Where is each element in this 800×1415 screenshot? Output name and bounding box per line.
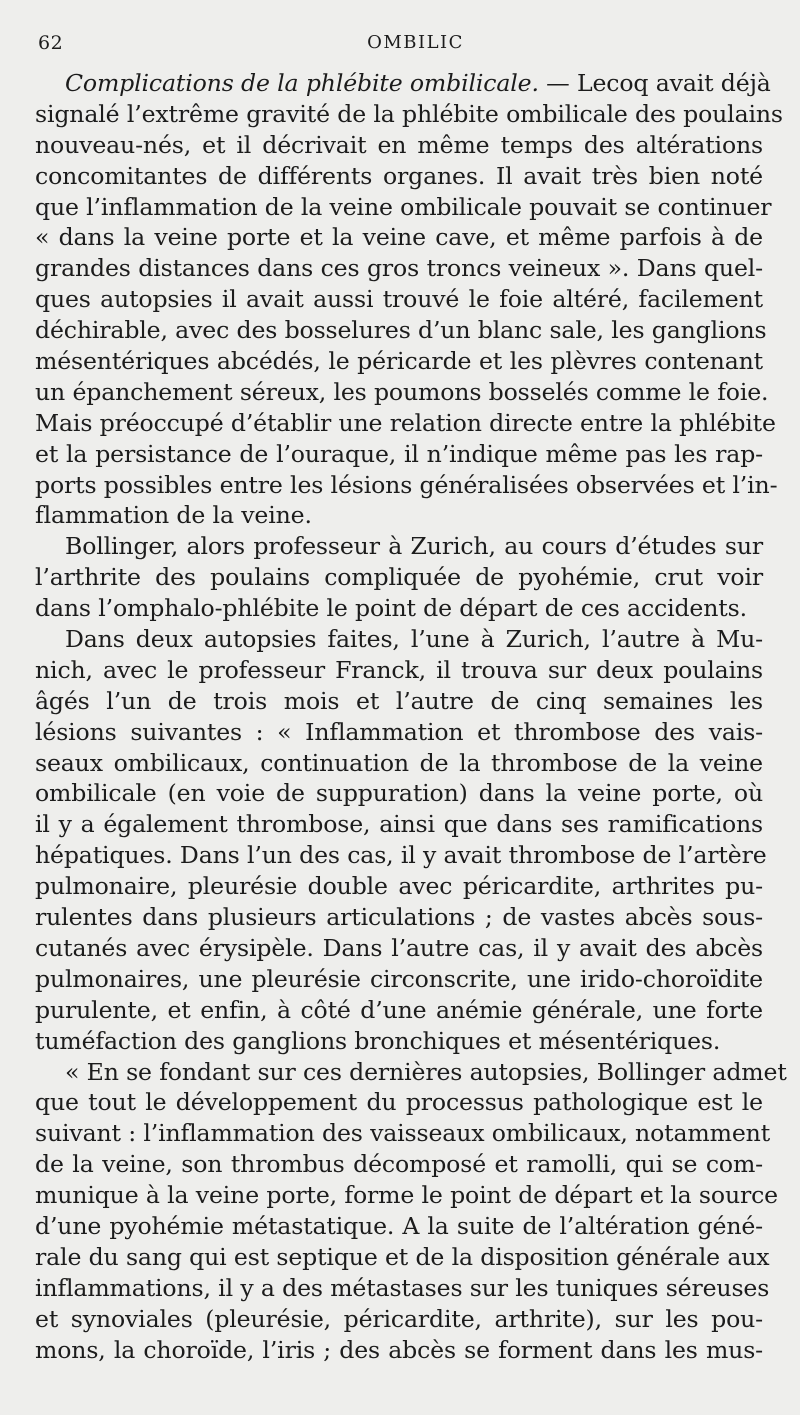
text-line: et la persistance de l’ouraque, il n’indique même pas les rap- <box>35 439 763 468</box>
text-line: ombilicale (en voie de suppuration) dans la veine porte, où <box>35 779 763 808</box>
text-line: déchirable, avec des bosselures d’un blanc sale, les ganglions <box>35 316 767 345</box>
text-line: que l’inflammation de la veine ombilicale pouvait se continuer <box>35 192 772 221</box>
text-line: munique à la veine porte, forme le point de départ et la source <box>35 1181 778 1210</box>
section-heading-continuation: — Lecoq avait déjà <box>538 69 771 97</box>
text-line: pulmonaire, pleurésie double avec péricardite, arthrites pu- <box>35 872 763 901</box>
page-number: 62 <box>38 32 64 54</box>
text-line: ports possibles entre les lésions généralisées observées et l’in- <box>35 470 778 499</box>
text-line: seaux ombilicaux, continuation de la thrombose de la veine <box>35 748 763 777</box>
text-line: Dans deux autopsies faites, l’une à Zurich, l’autre à Mu- <box>65 625 763 654</box>
text-line: purulente, et enfin, à côté d’une anémie générale, une forte <box>35 995 763 1024</box>
text-line: dans l’omphalo-phlébite le point de départ de ces accidents. <box>35 594 747 623</box>
text-line: inflammations, il y a des métastases sur les tuniques séreuses <box>35 1273 770 1302</box>
text-line: pulmonaires, une pleurésie circonscrite, une irido-choroïdite <box>35 964 763 993</box>
text-line: signalé l’extrême gravité de la phlébite ombilicale des poulains <box>35 99 783 128</box>
text-line: concomitantes de différents organes. Il avait très bien noté <box>35 161 763 190</box>
text-line: d’une pyohémie métastatique. A la suite de l’altération géné- <box>35 1211 763 1240</box>
text-line: et synoviales (pleurésie, péricardite, arthrite), sur les pou- <box>35 1304 763 1333</box>
text-line: Mais préoccupé d’établir une relation directe entre la phlébite <box>35 408 776 437</box>
text-line: âgés l’un de trois mois et l’autre de cinq semaines les <box>35 686 763 715</box>
text-line: nich, avec le professeur Franck, il trouva sur deux poulains <box>35 655 763 684</box>
text-line: mésentériques abcédés, le péricarde et les plèvres contenant <box>35 347 763 376</box>
text-line: Bollinger, alors professeur à Zurich, au cours d’études sur <box>65 532 763 561</box>
text-line: tuméfaction des ganglions bronchiques et mésentériques. <box>35 1026 721 1055</box>
text-line: suivant : l’inflammation des vaisseaux ombilicaux, notamment <box>35 1119 771 1148</box>
text-line: cutanés avec érysipèle. Dans l’autre cas, il y avait des abcès <box>35 933 763 962</box>
text-line: lésions suivantes : « Inflammation et thrombose des vais- <box>35 717 763 746</box>
text-line: flammation de la veine. <box>35 501 312 530</box>
text-line: il y a également thrombose, ainsi que dans ses ramifications <box>35 810 763 839</box>
section-heading-line <box>35 68 771 99</box>
body-text <box>35 68 787 1365</box>
text-line: rulentes dans plusieurs articulations ; de vastes abcès sous- <box>35 903 763 932</box>
text-line: de la veine, son thrombus décomposé et ramolli, qui se com- <box>35 1150 763 1179</box>
text-line: ques autopsies il avait aussi trouvé le foie altéré, facilement <box>35 285 763 314</box>
running-head: OMBILIC <box>367 32 464 53</box>
text-line: que tout le développement du processus pathologique est le <box>35 1088 763 1117</box>
text-line: « En se fondant sur ces dernières autopsies, Bollinger admet <box>65 1057 787 1086</box>
text-line: rale du sang qui est septique et de la disposition générale aux <box>35 1242 770 1271</box>
section-heading: Complications de la phlébite ombilicale. <box>65 69 539 97</box>
text-line: l’arthrite des poulains compliquée de pyohémie, crut voir <box>35 563 763 592</box>
text-line: nouveau-nés, et il décrivait en même temps des altérations <box>35 130 763 159</box>
page-header <box>38 32 763 62</box>
text-line: un épanchement séreux, les poumons bosselés comme le foie. <box>35 377 769 406</box>
text-line: mons, la choroïde, l’iris ; des abcès se forment dans les mus- <box>35 1335 763 1364</box>
text-line: « dans la veine porte et la veine cave, et même parfois à de <box>35 223 763 252</box>
text-line: grandes distances dans ces gros troncs veineux ». Dans quel- <box>35 254 763 283</box>
text-line: hépatiques. Dans l’un des cas, il y avait thrombose de l’artère <box>35 841 767 870</box>
